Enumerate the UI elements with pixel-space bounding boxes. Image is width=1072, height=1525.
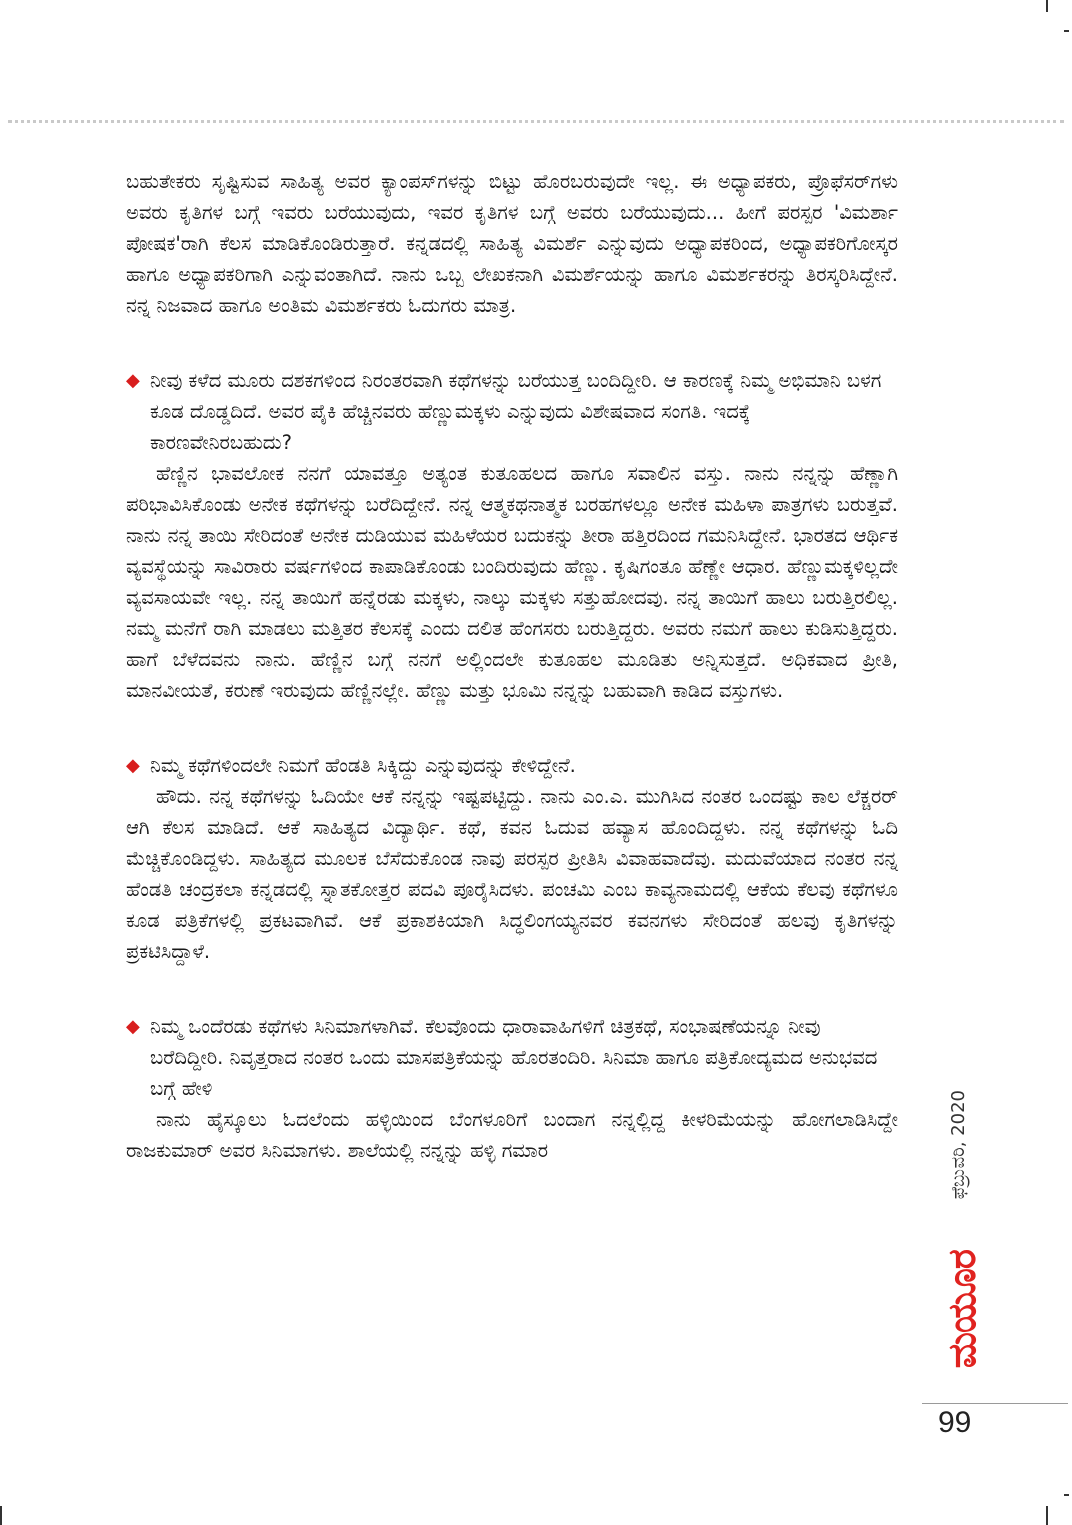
intro-paragraph: ಬಹುತೇಕರು ಸೃಷ್ಟಿಸುವ ಸಾಹಿತ್ಯ ಅವರ ಕ್ಯಾಂಪಸ್‌ಗಳನ್ನು ಬಿಟ್ಟು ಹೊರಬರುವುದೇ ಇಲ್ಲ. ಈ ಅಧ್ಯಾಪಕರು, ಪ್ರೊಫೆಸರ್‌ಗಳು ಅವರು ಕೃತಿಗಳ ಬಗ್ಗೆ ಇವರು ಬರೆಯುವುದು, ಇವರ ಕೃತಿಗಳ ಬಗ್ಗೆ ಅವರು ಬರೆಯುವುದು... ಹೀಗೆ ಪರಸ್ಪರ 'ವಿಮರ್ಶಾ ಪೋಷಕ'ರಾಗಿ ಕೆಲಸ ಮಾಡಿಕೊಂಡಿರುತ್ತಾರೆ. ಕನ್ನಡದಲ್ಲಿ ಸಾಹಿತ್ಯ ವಿಮರ್ಶೆ ಎನ್ನುವುದು ಅಧ್ಯಾಪಕರಿಂದ, ಅಧ್ಯಾಪಕರಿಗೋಸ್ಕರ ಹಾಗೂ ಅಧ್ಯಾಪಕರಿಗಾಗಿ ಎನ್ನುವಂತಾಗಿದೆ. ನಾನು ಒಬ್ಬ ಲೇಖಕನಾಗಿ ವಿಮರ್ಶೆಯನ್ನು ಹಾಗೂ ವಿಮರ್ಶಕರನ್ನು ತಿರಸ್ಕರಿಸಿದ್ದೇನೆ. ನನ್ನ ನಿಜವಾದ ಹಾಗೂ ಅಂತಿಮ ವಿಮರ್ಶಕರು ಓದುಗರು ಮಾತ್ರ. xyxy=(126,170,898,317)
question-3-text: ನಿಮ್ಮ ಒಂದೆರಡು ಕಥೆಗಳು ಸಿನಿಮಾಗಳಾಗಿವೆ. ಕೆಲವೊಂದು ಧಾರಾವಾಹಿಗಳಿಗೆ ಚಿತ್ರಕಥೆ, ಸಂಭಾಷಣೆಯನ್ನೂ ನೀವು ಬರೆದಿದ್ದೀರಿ. ನಿವೃತ್ತರಾದ ನಂತರ ಒಂದು ಮಾಸಪತ್ರಿಕೆಯನ್ನು ಹೊರತಂದಿರಿ. ಸಿನಿಮಾ ಹಾಗೂ ಪತ್ರಿಕೋದ್ಯಮದ ಅನುಭವದ ಬಗ್ಗೆ ಹೇಳಿ xyxy=(150,1015,878,1100)
bullet-diamond-icon: ◆ xyxy=(126,1016,140,1037)
page-number: 99 xyxy=(938,1406,972,1439)
crop-mark-top xyxy=(1046,0,1048,12)
question-2-text: ನಿಮ್ಮ ಕಥೆಗಳಿಂದಲೇ ನಿಮಗೆ ಹೆಂಡತಿ ಸಿಕ್ಕಿದ್ದು ಎನ್ನುವುದನ್ನು ಕೇಳಿದ್ದೇನೆ. xyxy=(150,754,576,777)
bullet-diamond-icon: ◆ xyxy=(126,370,140,391)
answer-1: ಹೆಣ್ಣಿನ ಭಾವಲೋಕ ನನಗೆ ಯಾವತ್ತೂ ಅತ್ಯಂತ ಕುತೂಹಲದ ಹಾಗೂ ಸವಾಲಿನ ವಸ್ತು. ನಾನು ನನ್ನನ್ನು ಹೆಣ್ಣಾಗಿ ಪರಿಭಾವಿಸಿಕೊಂಡು ಅನೇಕ ಕಥೆಗಳನ್ನು ಬರೆದಿದ್ದೇನೆ. ನನ್ನ ಆತ್ಮಕಥನಾತ್ಮಕ ಬರಹಗಳಲ್ಲೂ ಅನೇಕ ಮಹಿಳಾ ಪಾತ್ರಗಳು ಬರುತ್ತವೆ. ನಾನು ನನ್ನ ತಾಯಿ ಸೇರಿದಂತೆ ಅನೇಕ ದುಡಿಯುವ ಮಹಿಳೆಯರ ಬದುಕನ್ನು ತೀರಾ ಹತ್ತಿರದಿಂದ ಗಮನಿಸಿದ್ದೇನೆ. ಭಾರತದ ಆರ್ಥಿಕ ವ್ಯವಸ್ಥೆಯನ್ನು ಸಾವಿರಾರು ವರ್ಷಗಳಿಂದ ಕಾಪಾಡಿಕೊಂಡು ಬಂದಿರುವುದು ಹೆಣ್ಣು. ಕೃಷಿಗಂತೂ ಹೆಣ್ಣೇ ಆಧಾರ. ಹೆಣ್ಣುಮಕ್ಕಳಿಲ್ಲದೇ ವ್ಯವಸಾಯವೇ ಇಲ್ಲ. ನನ್ನ ತಾಯಿಗೆ ಹನ್ನೆರಡು ಮಕ್ಕಳು, ನಾಲ್ಕು ಮಕ್ಕಳು ಸತ್ತುಹೋದವು. ನನ್ನ ತಾಯಿಗೆ ಹಾಲು ಬರುತ್ತಿರಲಿಲ್ಲ. ನಮ್ಮ ಮನೆಗೆ ರಾಗಿ ಮಾಡಲು ಮತ್ತಿತರ ಕೆಲಸಕ್ಕೆ ಎಂದು ದಲಿತ ಹೆಂಗಸರು ಬರುತ್ತಿದ್ದರು. ಅವರು ನಮಗೆ ಹಾಲು ಕುಡಿಸುತ್ತಿದ್ದರು. ಹಾಗೆ ಬೆಳೆದವನು ನಾನು. ಹೆಣ್ಣಿನ ಬಗ್ಗೆ ನನಗೆ ಅಲ್ಲಿಂದಲೇ ಕುತೂಹಲ ಮೂಡಿತು ಅನ್ನಿಸುತ್ತದೆ. ಅಧಿಕವಾದ ಪ್ರೀತಿ, ಮಾನವೀಯತೆ, ಕರುಣೆ ಇರುವುದು ಹೆಣ್ಣಿನಲ್ಲೇ. ಹೆಣ್ಣು ಮತ್ತು ಭೂಮಿ ನನ್ನನ್ನು ಬಹುವಾಗಿ ಕಾಡಿದ ವಸ್ತುಗಳು. xyxy=(126,462,898,702)
question-1-text: ನೀವು ಕಳೆದ ಮೂರು ದಶಕಗಳಿಂದ ನಿರಂತರವಾಗಿ ಕಥೆಗಳನ್ನು ಬರೆಯುತ್ತ ಬಂದಿದ್ದೀರಿ. ಆ ಕಾರಣಕ್ಕೆ ನಿಮ್ಮ ಅಭಿಮಾನಿ ಬಳಗ ಕೂಡ ದೊಡ್ಡದಿದೆ. ಅವರ ಪೈಕಿ ಹೆಚ್ಚಿನವರು ಹೆಣ್ಣುಮಕ್ಕಳು ಎನ್ನುವುದು ವಿಶೇಷವಾದ ಸಂಗತಿ. ಇದಕ್ಕೆ ಕಾರಣವೇನಿರಬಹುದು? xyxy=(150,369,882,454)
question-3 xyxy=(126,1011,898,1104)
crop-mark-bottom-right xyxy=(1046,1506,1048,1525)
side-masthead xyxy=(936,1060,984,1400)
answer-2: ಹೌದು. ನನ್ನ ಕಥೆಗಳನ್ನು ಓದಿಯೇ ಆಕೆ ನನ್ನನ್ನು ಇಷ್ಟಪಟ್ಟಿದ್ದು. ನಾನು ಎಂ.ಎ. ಮುಗಿಸಿದ ನಂತರ ಒಂದಷ್ಟು ಕಾಲ ಲೆಕ್ಚರರ್ ಆಗಿ ಕೆಲಸ ಮಾಡಿದೆ. ಆಕೆ ಸಾಹಿತ್ಯದ ವಿದ್ಯಾರ್ಥಿ. ಕಥೆ, ಕವನ ಓದುವ ಹವ್ಯಾಸ ಹೊಂದಿದ್ದಳು. ನನ್ನ ಕಥೆಗಳನ್ನು ಓದಿ ಮೆಚ್ಚಿಕೊಂಡಿದ್ದಳು. ಸಾಹಿತ್ಯದ ಮೂಲಕ ಬೆಸೆದುಕೊಂಡ ನಾವು ಪರಸ್ಪರ ಪ್ರೀತಿಸಿ ವಿವಾಹವಾದೆವು. ಮದುವೆಯಾದ ನಂತರ ನನ್ನ ಹೆಂಡತಿ ಚಂದ್ರಕಲಾ ಕನ್ನಡದಲ್ಲಿ ಸ್ನಾತಕೋತ್ತರ ಪದವಿ ಪೂರೈಸಿದಳು. ಪಂಚಮಿ ಎಂಬ ಕಾವ್ಯನಾಮದಲ್ಲಿ ಆಕೆಯ ಕೆಲವು ಕಥೆಗಳೂ ಕೂಡ ಪತ್ರಿಕೆಗಳಲ್ಲಿ ಪ್ರಕಟವಾಗಿವೆ. ಆಕೆ ಪ್ರಕಾಶಕಿಯಾಗಿ ಸಿದ್ಧಲಿಂಗಯ್ಯನವರ ಕವನಗಳು ಸೇರಿದಂತೆ ಹಲವು ಕೃತಿಗಳನ್ನು ಪ್ರಕಟಿಸಿದ್ದಾಳೆ. xyxy=(126,785,898,963)
question-2 xyxy=(126,750,898,781)
issue-date: ಫೆಬ್ರುವರಿ, 2020 xyxy=(948,1090,969,1200)
crop-mark-bottom-left xyxy=(0,1506,2,1525)
page-number-rule xyxy=(922,1403,1068,1404)
magazine-logo: ಮಯೂರ xyxy=(940,1250,984,1369)
crop-mark-side-right xyxy=(1064,1494,1069,1496)
question-1 xyxy=(126,365,898,458)
answer-3: ನಾನು ಹೈಸ್ಕೂಲು ಓದಲೆಂದು ಹಳ್ಳಿಯಿಂದ ಬೆಂಗಳೂರಿಗೆ ಬಂದಾಗ ನನ್ನಲ್ಲಿದ್ದ ಕೀಳರಿಮೆಯನ್ನು ಹೋಗಲಾಡಿಸಿದ್ದೇ ರಾಜಕುಮಾರ್ ಅವರ ಸಿನಿಮಾಗಳು. ಶಾಲೆಯಲ್ಲಿ ನನ್ನನ್ನು ಹಳ್ಳಿ ಗಮಾರ xyxy=(126,1108,898,1162)
header-dotted-rule xyxy=(8,120,1064,123)
article-body xyxy=(126,166,898,1166)
crop-mark-top-right xyxy=(1064,30,1069,32)
bullet-diamond-icon: ◆ xyxy=(126,755,140,776)
